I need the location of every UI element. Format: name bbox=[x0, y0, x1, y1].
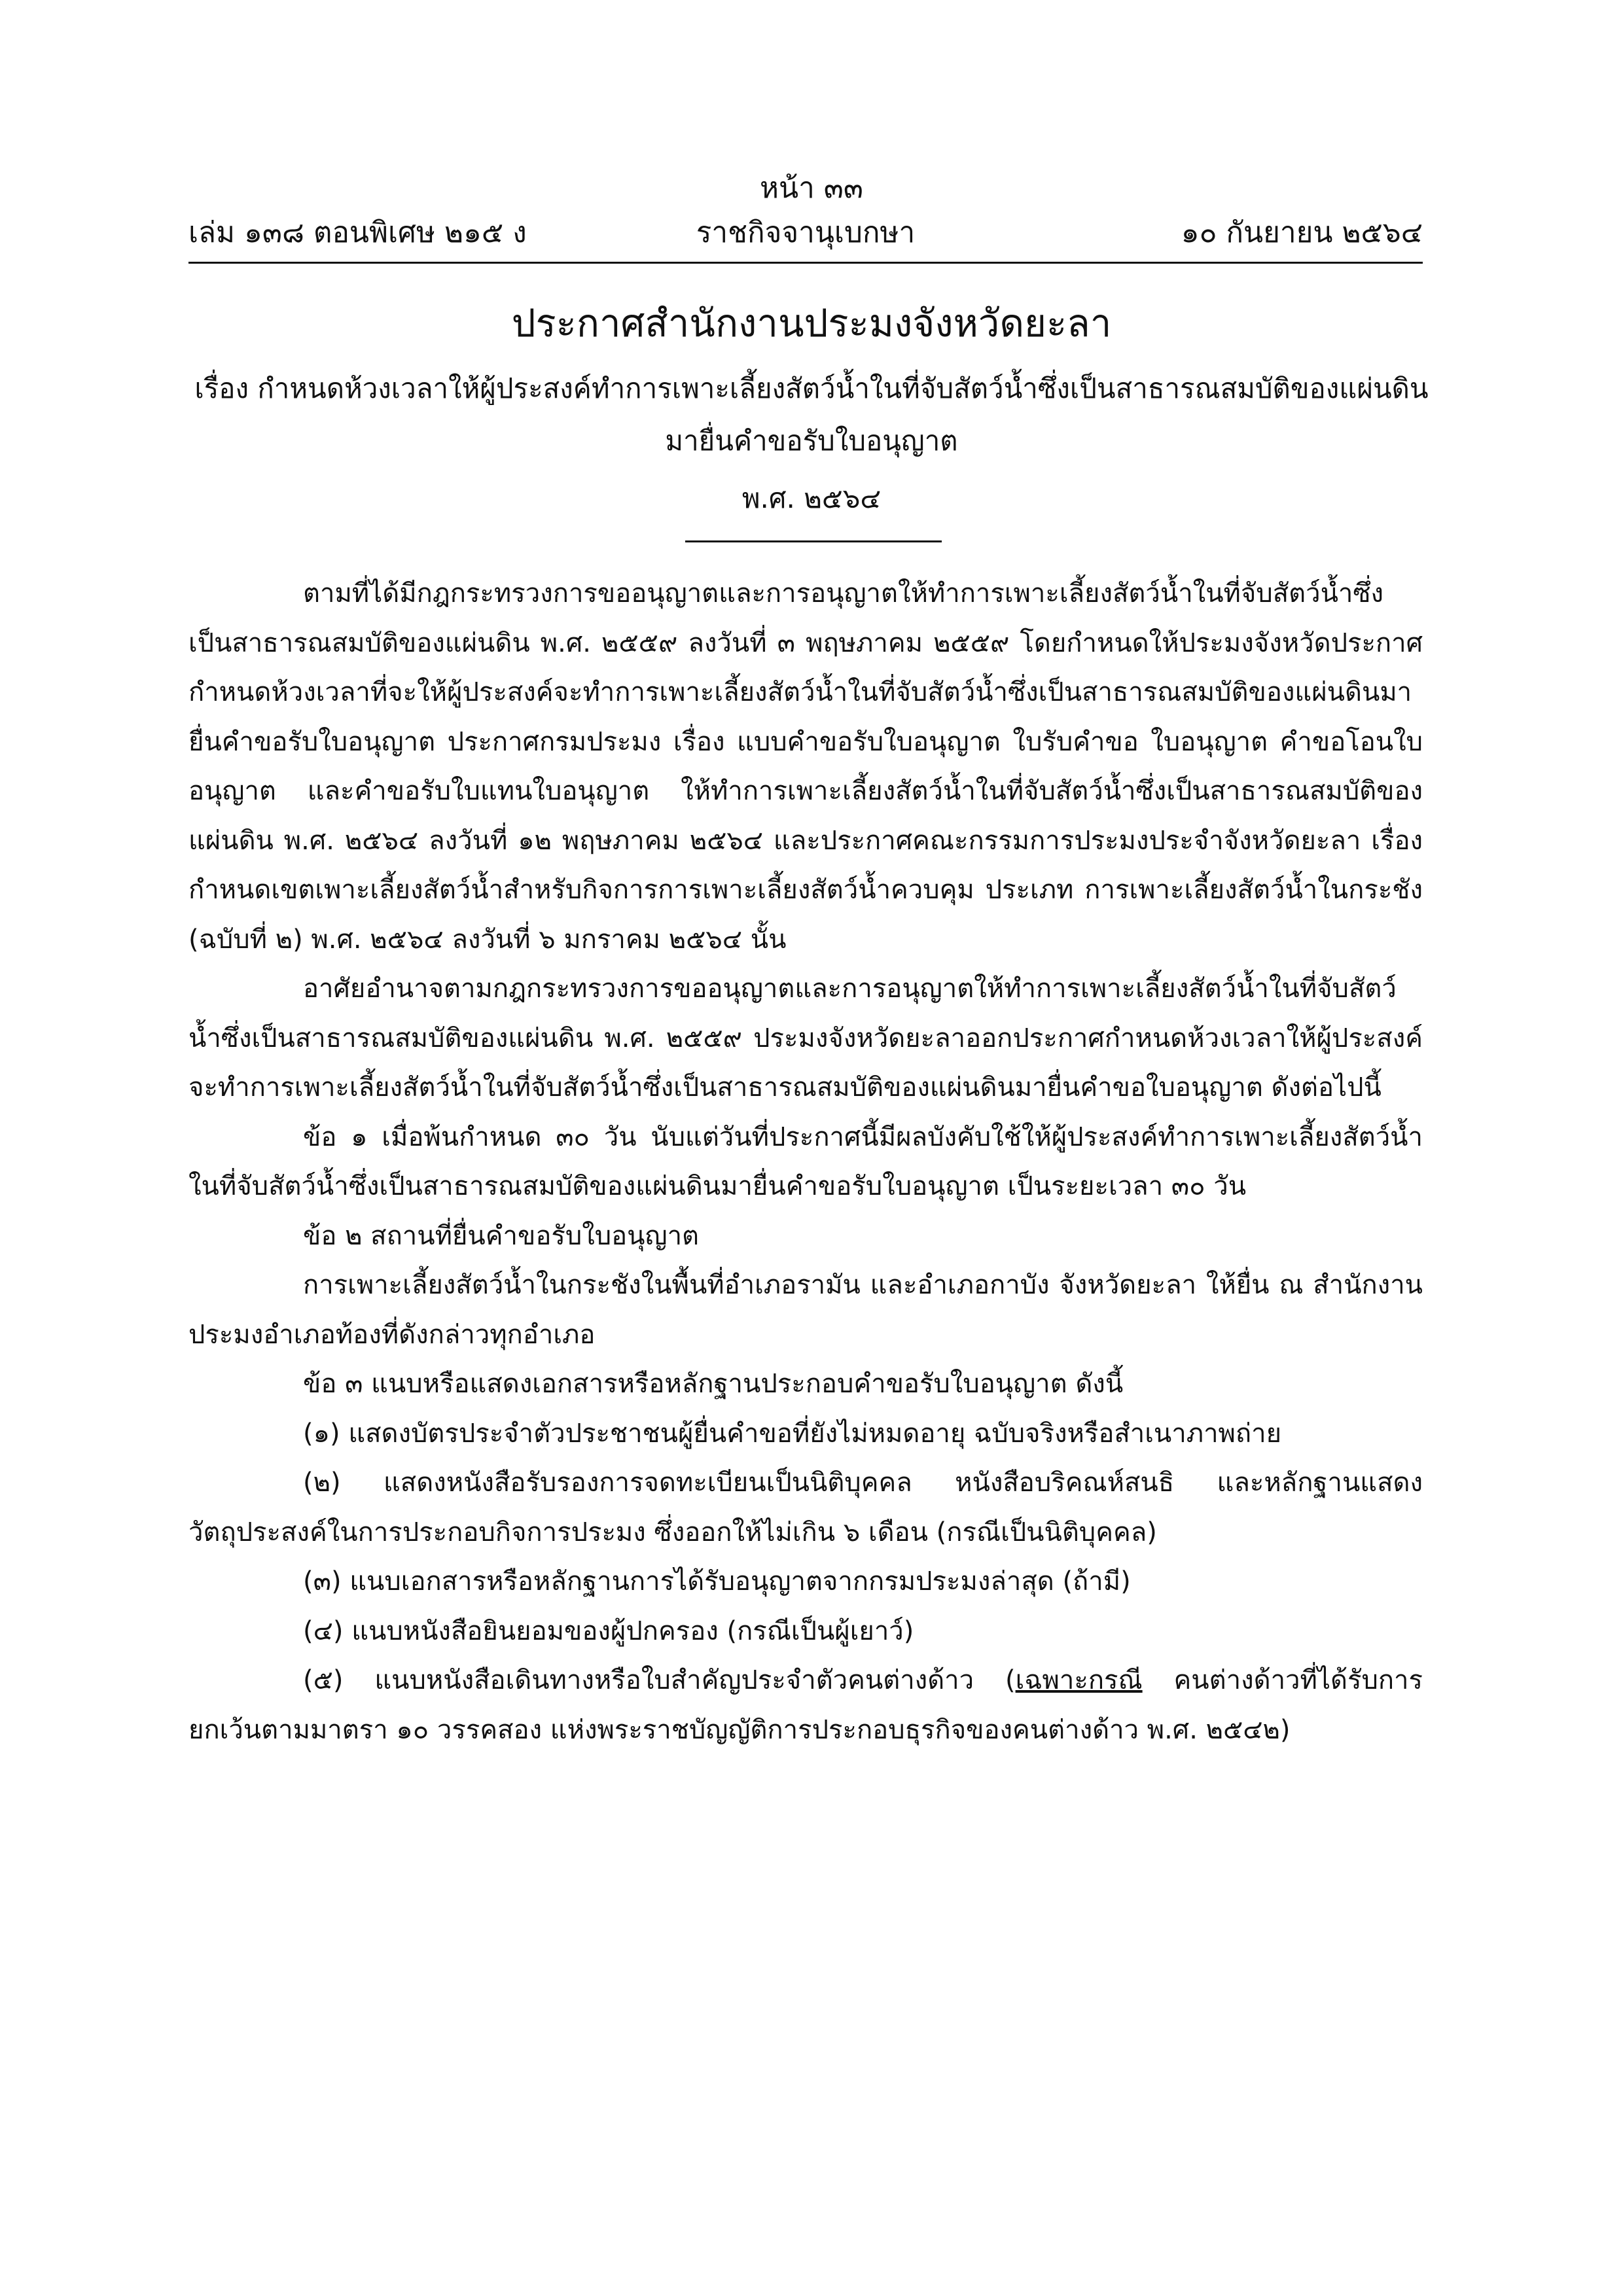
clause-3-item-4: (๔) แนบหนังสือยินยอมของผู้ปกครอง (กรณีเป็นผู้เยาว์) bbox=[303, 1616, 914, 1646]
announcement-subject-continued: มายื่นคำขอรับใบอนุญาต bbox=[665, 425, 958, 457]
announcement-title: ประกาศสำนักงานประมงจังหวัดยะลา bbox=[511, 301, 1112, 345]
paragraph-preamble: ตามที่ได้มีกฎกระทรวงการขออนุญาตและการอนุญาตให้ทำการเพาะเลี้ยงสัตว์น้ำในที่จับสัตว์น้ำซึ่งเป็นสาธารณสมบัติของแผ่นดิน พ.ศ. ๒๕๕๙ ลงวันที่ ๓ พฤษภาคม ๒๕๕๙ โดยกำหนดให้ประมงจังหวัดประกาศกำหนดห้วงเวลาที่จะให้ผู้ประสงค์จะทำการเพาะเลี้ยงสัตว์น้ำในที่จับสัตว์น้ำซึ่งเป็นสาธารณสมบัติของแผ่นดินมายื่นคำขอรับใบอนุญาต ประกาศกรมประมง เรื่อง แบบคำขอรับใบอนุญาต ใบรับคำขอ ใบอนุญาต คำขอโอนใบอนุญาต และคำขอรับใบแทนใบอนุญาต ให้ทำการเพาะเลี้ยงสัตว์น้ำในที่จับสัตว์น้ำซึ่งเป็นสาธารณสมบัติของแผ่นดิน พ.ศ. ๒๕๖๔ ลงวันที่ ๑๒ พฤษภาคม ๒๕๖๔ และประกาศคณะกรรมการประมงประจำจังหวัดยะลา เรื่อง กำหนดเขตเพาะเลี้ยงสัตว์น้ำสำหรับกิจการการเพาะเลี้ยงสัตว์น้ำควบคุม ประเภท การเพาะเลี้ยงสัตว์น้ำในกระชัง (ฉบับที่ ๒) พ.ศ. ๒๕๖๔ ลงวันที่ ๖ มกราคม ๒๕๖๔ นั้น bbox=[188, 578, 1423, 955]
announcement-subject: เรื่อง กำหนดห้วงเวลาให้ผู้ประสงค์ทำการเพาะเลี้ยงสัตว์น้ำในที่จับสัตว์น้ำซึ่งเป็นสาธารณสมบัติของแผ่นดิน bbox=[194, 372, 1429, 404]
publication-date: ๑๐ กันยายน ๒๕๖๔ bbox=[1181, 216, 1423, 249]
clause-3-item-3: (๓) แนบเอกสารหรือหลักฐานการได้รับอนุญาตจากกรมประมงล่าสุด (ถ้ามี) bbox=[303, 1566, 1131, 1597]
clause-1: ข้อ ๑ เมื่อพ้นกำหนด ๓๐ วัน นับแต่วันที่ประกาศนี้มีผลบังคับใช้ให้ผู้ประสงค์ทำการเพาะเลี้ยงสัตว์น้ำในที่จับสัตว์น้ำซึ่งเป็นสาธารณสมบัติของแผ่นดินมายื่นคำขอรับใบอนุญาต เป็นระยะเวลา ๓๐ วัน bbox=[188, 1122, 1423, 1201]
item-5-text-start: (๕) แนบหนังสือเดินทางหรือใบสำคัญประจำตัวคนต่างด้าว ( bbox=[303, 1665, 1016, 1695]
volume-info: เล่ม ๑๓๘ ตอนพิเศษ ๒๑๕ ง bbox=[188, 216, 527, 249]
document-body bbox=[188, 569, 1423, 1755]
paragraph-authority: อาศัยอำนาจตามกฎกระทรวงการขออนุญาตและการอนุญาตให้ทำการเพาะเลี้ยงสัตว์น้ำในที่จับสัตว์น้ำซึ่งเป็นสาธารณสมบัติของแผ่นดิน พ.ศ. ๒๕๕๙ ประมงจังหวัดยะลาออกประกาศกำหนดห้วงเวลาให้ผู้ประสงค์จะทำการเพาะเลี้ยงสัตว์น้ำในที่จับสัตว์น้ำซึ่งเป็นสาธารณสมบัติของแผ่นดินมายื่นคำขอใบอนุญาต ดังต่อไปนี้ bbox=[188, 974, 1423, 1103]
page-number: หน้า ๓๓ bbox=[760, 171, 863, 205]
clause-3-heading: ข้อ ๓ แนบหรือแสดงเอกสารหรือหลักฐานประกอบคำขอรับใบอนุญาต ดังนี้ bbox=[303, 1369, 1124, 1399]
clause-3-item-1: (๑) แสดงบัตรประจำตัวประชาชนผู้ยื่นคำขอที่ยังไม่หมดอายุ ฉบับจริงหรือสำเนาภาพถ่าย bbox=[303, 1418, 1282, 1449]
clause-3-item-5 bbox=[188, 1656, 1423, 1755]
clause-3-item-2: (๒) แสดงหนังสือรับรองการจดทะเบียนเป็นนิติบุคคล หนังสือบริคณห์สนธิ และหลักฐานแสดงวัตถุประสงค์ในการประกอบกิจการประมง ซึ่งออกให้ไม่เกิน ๖ เดือน (กรณีเป็นนิติบุคคล) bbox=[188, 1468, 1423, 1547]
announcement-year: พ.ศ. ๒๕๖๔ bbox=[741, 482, 882, 514]
item-5-underlined-term: เฉพาะกรณี bbox=[1015, 1665, 1143, 1695]
clause-2-heading: ข้อ ๒ สถานที่ยื่นคำขอรับใบอนุญาต bbox=[303, 1220, 700, 1251]
title-divider bbox=[685, 540, 942, 542]
gazette-header bbox=[188, 209, 1423, 264]
item-5-text-end: คนต่างด้าวที่ได้รับการยกเว้นตามมาตรา ๑๐ วรรคสอง แห่งพระราชบัญญัติการประกอบธุรกิจของคนต่างด้าว พ.ศ. ๒๕๔๒) bbox=[188, 1665, 1423, 1745]
clause-2-text: การเพาะเลี้ยงสัตว์น้ำในกระชังในพื้นที่อำเภอรามัน และอำเภอกาบัง จังหวัดยะลา ให้ยื่น ณ สำนักงานประมงอำเภอท้องที่ดังกล่าวทุกอำเภอ bbox=[188, 1270, 1423, 1350]
gazette-name: ราชกิจจานุเบกษา bbox=[696, 216, 916, 249]
